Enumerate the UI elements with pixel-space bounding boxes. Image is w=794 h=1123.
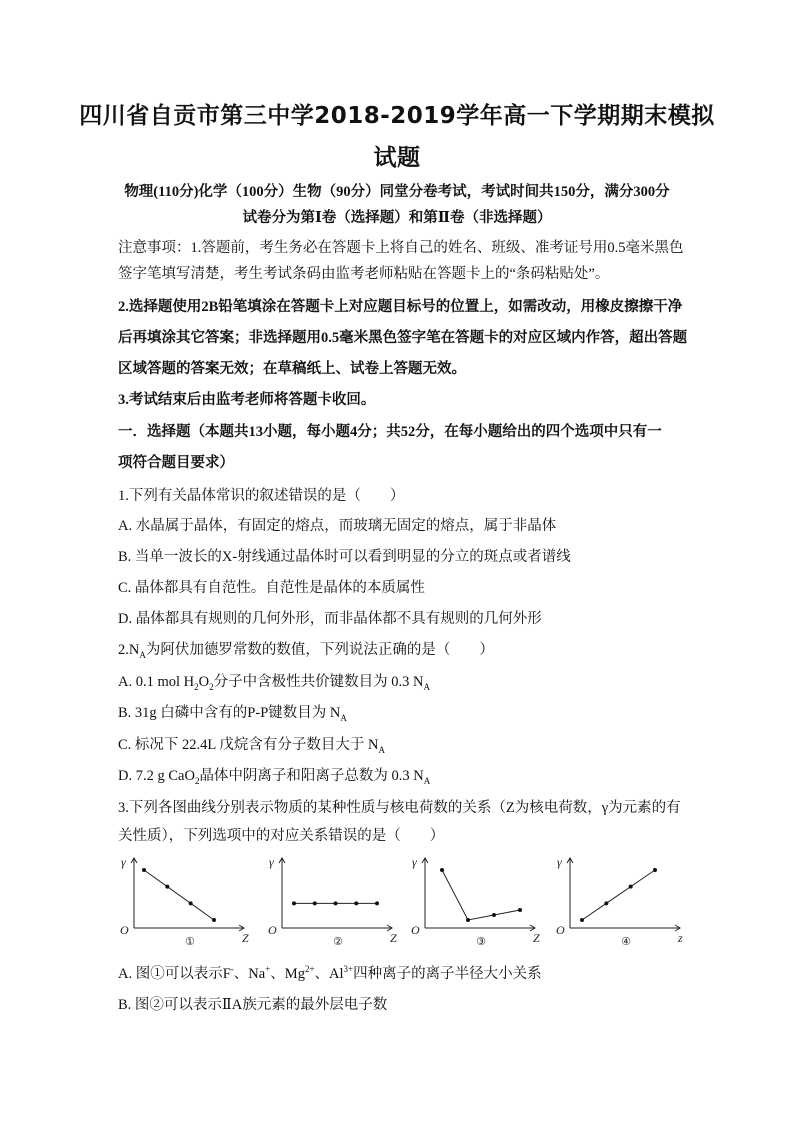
q3-a-sup2: +	[265, 964, 271, 975]
graph2-origin: O	[268, 923, 277, 937]
graph1-point	[165, 885, 169, 889]
note-3: 3.考试结束后由监考老师将答题卡收回。	[118, 392, 376, 408]
graph3-origin: O	[411, 923, 420, 937]
q3-stem-2: 关性质），下列选项中的对应关系错误的是（ ）	[118, 828, 445, 844]
exam-subtitle-2: 试卷分为第Ⅰ卷（选择题）和第Ⅱ卷（非选择题）	[242, 210, 552, 226]
q2-option-b	[118, 701, 678, 723]
q2-stem-rest: 为阿伏加德罗常数的数值，下列说法正确的是（ ）	[145, 642, 494, 658]
graph4-y-label: γ	[557, 855, 562, 869]
note-1a: 注意事项：1.答题前，考生务必在答题卡上将自己的姓名、班级、准考证号用0.5毫米黑色	[118, 240, 684, 256]
graph1-point	[142, 868, 146, 872]
graph3-label: ③	[476, 935, 486, 948]
q3-a-sup3: 2+	[304, 964, 315, 975]
q2-a-text3: 分子中含极性共价键数目为 0.3 N	[213, 674, 424, 690]
graph2-point	[354, 901, 358, 905]
graph4-point	[629, 885, 633, 889]
graph4-point	[653, 868, 657, 872]
q2-d-text2: 晶体中阴离子和阳离子总数为 0.3 N	[199, 768, 424, 784]
q2-option-a	[118, 670, 678, 692]
graph3-y-label: γ	[412, 855, 417, 869]
q2-num: 2.	[118, 642, 129, 658]
q3-option-b: B. 图②可以表示ⅡA族元素的最外层电子数	[118, 997, 388, 1013]
graph1-label: ①	[185, 935, 195, 948]
q3-a-text5: 四种离子的离子半径大小关系	[353, 966, 542, 982]
note-2c: 区域答题的答案无效；在草稿纸上、试卷上答题无效。	[118, 361, 466, 377]
q2-c-sub: A	[378, 744, 385, 755]
graph3-point	[466, 918, 470, 922]
q1-option-d: D. 晶体都具有规则的几何外形，而非晶体都不具有规则的几何外形	[118, 611, 542, 627]
graph1-y-label: γ	[121, 855, 126, 869]
q3-graphs	[112, 850, 692, 960]
graph2-point	[334, 901, 338, 905]
q1-stem: 1.下列有关晶体常识的叙述错误的是（ ）	[118, 488, 405, 504]
section-heading-b: 项符合题目要求）	[118, 455, 234, 471]
graph1-x-label: Z	[242, 931, 249, 945]
graph4-line	[582, 870, 655, 920]
q3-a-sup4: 3+	[343, 964, 354, 975]
q2-d-sub2: A	[423, 775, 431, 786]
graph2-point	[375, 901, 379, 905]
q2-d-sub1: 2	[194, 775, 200, 786]
graph2-label: ②	[333, 935, 343, 948]
graph2-point	[313, 901, 317, 905]
section-heading-a: 一．选择题（本题共13小题，每小题4分；共52分，在每小题给出的四个选项中只有一	[118, 424, 662, 440]
q2-option-c	[118, 733, 678, 755]
note-2b: 后再填涂其它答案；非选择题用0.5毫米黑色签字笔在答题卡的对应区域内作答，超出答题	[118, 330, 688, 346]
graph1-point	[189, 901, 193, 905]
graph4-origin: O	[556, 923, 565, 937]
q1-option-b: B. 当单一波长的X-射线通过晶体时可以看到明显的分立的斑点或者谱线	[118, 549, 571, 565]
graph4-x-label: z	[678, 931, 683, 945]
q2-d-text: D. 7.2 g CaO	[118, 768, 195, 784]
q3-option-a	[118, 962, 678, 983]
q1-option-c: C. 晶体都具有自范性。自范性是晶体的本质属性	[118, 580, 425, 596]
q2-b-sub: A	[340, 712, 347, 723]
graph3-point	[440, 868, 444, 872]
graph1-point	[212, 918, 216, 922]
q3-a-text2: 、Na	[233, 966, 266, 982]
exam-title-line1: 四川省自贡市第三中学2018-2019学年高一下学期期末模拟	[79, 103, 715, 129]
q2-a-sub2: 2	[209, 681, 214, 692]
q2-a-sub3: A	[423, 681, 430, 692]
q3-a-text1: A. 图①可以表示F	[118, 966, 231, 982]
graph4-point	[604, 901, 608, 905]
q3-graphs-svg	[112, 850, 692, 960]
q2-a-sub1: 2	[194, 681, 199, 692]
q3-stem-1: 3.下列各图曲线分别表示物质的某种性质与核电荷数的关系（Z为核电荷数，γ为元素的有	[118, 800, 681, 816]
graph2-point	[292, 901, 296, 905]
graph3-point	[492, 913, 496, 917]
exam-subtitle-1: 物理(110分)化学（100分）生物（90分）同堂分卷考试，考试时间共150分，满分300分	[124, 184, 670, 200]
q3-a-sup1: -	[230, 964, 234, 975]
q3-a-text3: 、Mg	[270, 966, 305, 982]
q2-a-text: A. 0.1 mol H	[118, 674, 195, 690]
q2-na: N	[128, 642, 140, 658]
note-1b: 签字笔填写清楚，考生考试条码由监考老师粘贴在答题卡上的“条码粘贴处”。	[118, 266, 610, 282]
graph1-line	[144, 870, 214, 920]
graph3-point	[518, 908, 522, 912]
q2-b-text: B. 31g 白磷中含有的P-P键数目为 N	[118, 705, 341, 721]
graph4-point	[580, 918, 584, 922]
q3-a-text4: 、Al	[314, 966, 344, 982]
note-2a: 2.选择题使用2B铅笔填涂在答题卡上对应题目标号的位置上，如需改动，用橡皮擦擦干净	[118, 299, 683, 315]
q1-option-a: A. 水晶属于晶体，有固定的熔点，而玻璃无固定的熔点，属于非晶体	[118, 518, 557, 534]
q2-stem	[118, 638, 678, 660]
exam-title-line2: 试题	[373, 145, 421, 171]
q2-na-sub: A	[139, 649, 146, 660]
q2-c-text: C. 标况下 22.4L 戊烷含有分子数目大于 N	[118, 737, 379, 753]
graph1-origin: O	[120, 923, 129, 937]
graph2-y-label: γ	[269, 855, 274, 869]
graph3-x-label: Z	[533, 931, 540, 945]
graph4-label: ④	[621, 935, 631, 948]
q2-a-text2: O	[198, 674, 210, 690]
graph2-x-label: Z	[390, 931, 397, 945]
graph3-line	[442, 870, 520, 920]
q2-option-d	[118, 764, 678, 786]
